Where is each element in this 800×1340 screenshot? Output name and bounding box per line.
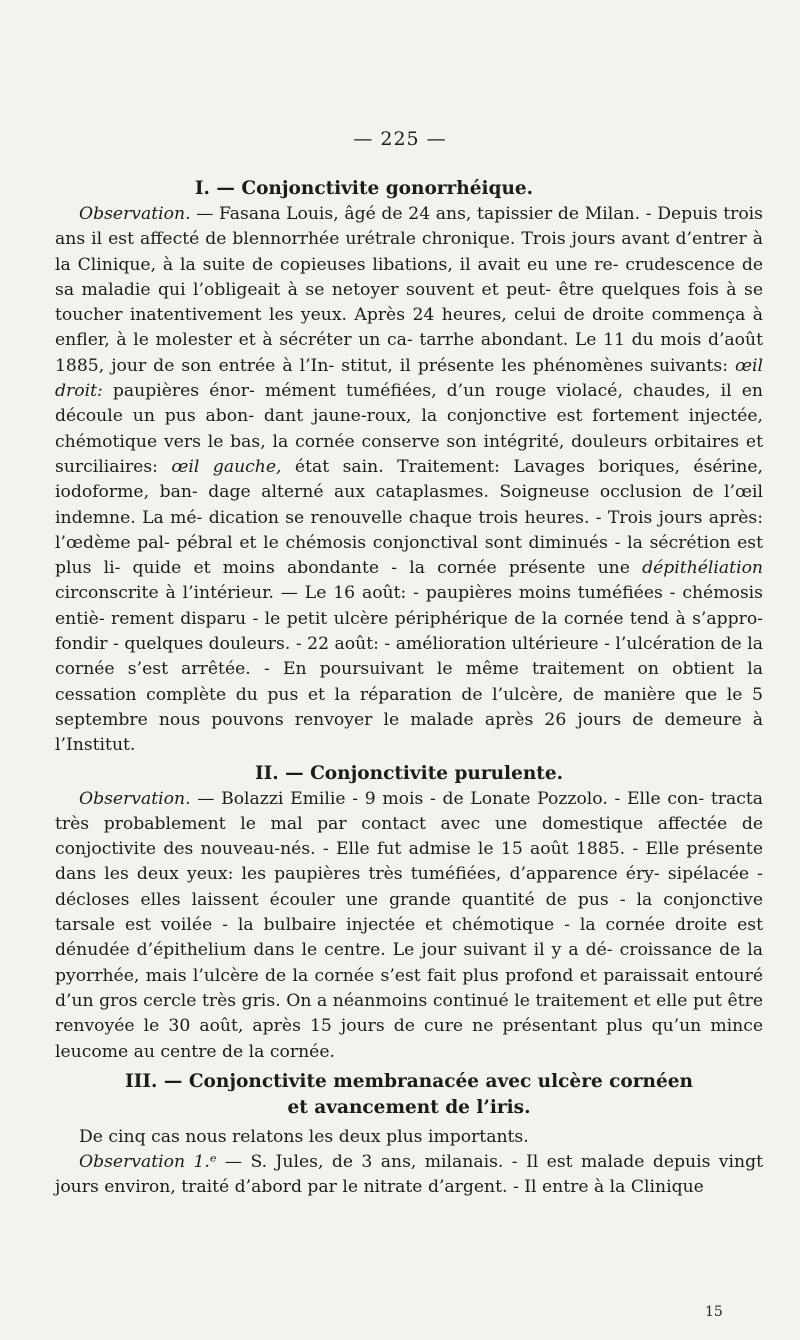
section-1-text-c: état sain. Traitement: Lavages boriques, ésérine, iodoforme, ban- dage alterné aux cataplasmes. Soigneuse occlusion de l’œil indemne. La mé- dication se renouvelle chaque trois heures. - Trois jours après: l’œdème pal- pébral et le chémosis conjonctival sont diminués - la sécrétion est plus li- quide et moins abondante - la cornée présente une xyxy=(55,456,763,579)
section-3-paragraph xyxy=(55,1150,763,1201)
section-3-text: — S. Jules, de 3 ans, milanais. - Il est malade depuis vingt jours environ, traité d’abord par le nitrate d’argent. - Il entre à la Clinique xyxy=(55,1152,763,1198)
signature-mark: 15 xyxy=(705,1304,723,1320)
section-1-paragraph xyxy=(55,202,763,759)
section-3-title-line-1: III. — Conjonctivite membranacée avec ulcère cornéen xyxy=(125,1070,693,1092)
section-1-text-b: paupières énor- mément tuméfiées, d’un rouge violacé, chaudes, il en découle un pus abon- dant jaune-roux, la conjonctive est fortement injectée, chémotique vers le bas, la cornée conserve son intégrité, douleurs orbitaires et surciliaires: xyxy=(55,381,763,477)
section-1-text-d: circonscrite à l’intérieur. — Le 16 août: - paupières moins tuméfiées - chémosis entiè- rement disparu - le petit ulcère périphérique de la cornée tend à s’appro- fondir - quelques douleurs. - 22 août: - amélioration ultérieure - l’ulcération de la cornée s’est arrêtée. - En poursuivant le même traitement on obtient la cessation complète du pus et la réparation de l’ulcère, de manière que le 5 septembre nous pouvons renvoyer le malade après 26 jours de demeure à l’Institut. xyxy=(55,583,763,756)
observation-label: Observation. xyxy=(79,788,191,809)
section-2-text: — Bolazzi Emilie - 9 mois - de Lonate Pozzolo. - Elle con- tracta très probablement le mal par contact avec une domestique affectée de conjoctivite des nouveau-nés. - Elle fut admise le 15 août 1885. - Elle présente dans les deux yeux: les paupières très tuméfiées, d’apparence éry- sipélacée - décloses elles laissent écouler une grande quantité de pus - la conjonctive tarsale est voilée - la bulbaire injectée et chémotique - la cornée droite est dénudée d’épithelium dans le centre. Le jour suivant il y a dé- croissance de la pyorrhée, mais l’ulcère de la cornée s’est fait plus profond et paraissait entouré d’un gros cercle très gris. On a néanmoins continué le traitement et elle put être renvoyée le 30 août, après 15 jours de cure ne présentant plus qu’un mince leucome au centre de la cornée. xyxy=(55,788,763,1062)
section-2-title: II. — Conjonctivite purulente. xyxy=(254,762,564,784)
observation-label: Observation 1.ᵉ xyxy=(79,1152,217,1173)
section-3-title-line-2: et avancement de l’iris. xyxy=(287,1096,531,1118)
observation-label: Observation. xyxy=(79,204,191,224)
section-3-title xyxy=(55,1069,763,1121)
section-1-title: I. — Conjonctivite gonorrhéique. xyxy=(194,178,534,199)
section-1-emphasis-a: œil droit: xyxy=(55,355,763,402)
section-2-paragraph xyxy=(55,787,763,1065)
section-3-intro: De cinq cas nous relatons les deux plus importants. xyxy=(79,1126,529,1147)
section-1-emphasis-c: dépithéliation xyxy=(642,558,763,579)
page-content xyxy=(55,176,763,1201)
page-number: — 225 — xyxy=(353,128,447,150)
section-1-text-a: — Fasana Louis, âgé de 24 ans, tapissier de Milan. - Depuis trois ans il est affecté de blennorrhée urétrale chronique. Trois jours avant d’entrer à la Clinique, à la suite de copieuses libations, il avait eu une re- crudescence de sa maladie qui l’obligeait à se netoyer souvent et peut- être quelques fois à se toucher inatentivement les yeux. Après 24 heures, celui de droite commença à enfler, à le molester et à sécréter un ca- tarrhe abondant. Le 11 du mois d’août 1885, jour de son entrée à l’In- stitut, il présente les phénomènes suivants: xyxy=(55,204,763,376)
section-1-emphasis-b: œil gauche, xyxy=(171,456,282,477)
